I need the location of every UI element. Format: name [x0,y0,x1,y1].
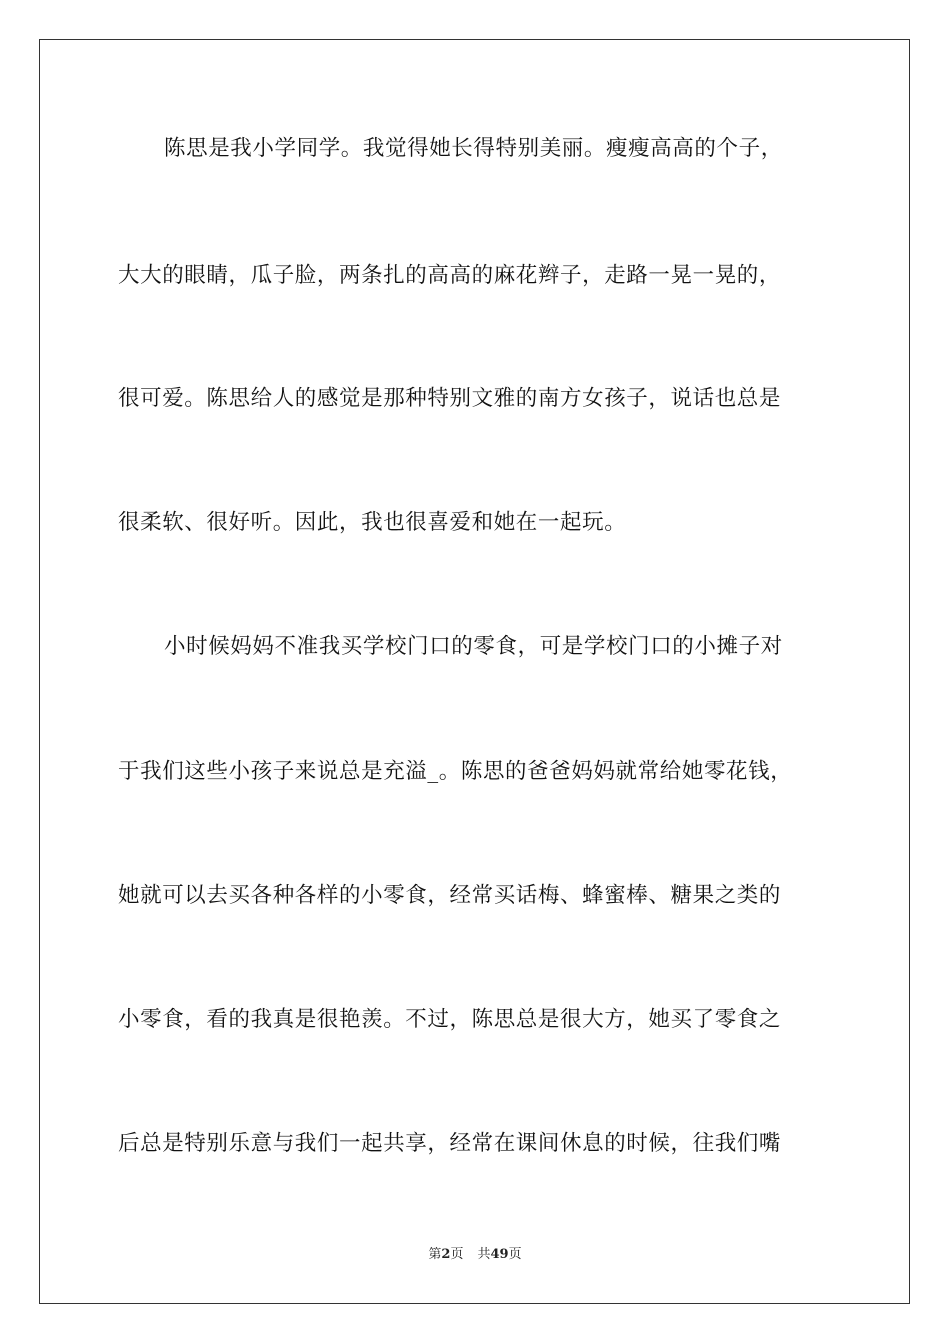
page-number: 2 [441,1247,451,1262]
total-label-prefix: 共 [477,1247,491,1262]
text-line: 很柔软、很好听。因此，我也很喜爱和她在一起玩。 [118,510,627,535]
total-label-suffix: 页 [508,1247,522,1262]
text-line: 小时候妈妈不准我买学校门口的零食，可是学校门口的小摊子对 [164,634,783,659]
page-label-prefix: 第 [428,1247,442,1262]
text-line: 后总是特别乐意与我们一起共享，经常在课间休息的时候，往我们嘴 [118,1131,782,1156]
text-line: 她就可以去买各种各样的小零食，经常买话梅、蜂蜜棒、糖果之类的 [118,883,782,908]
page-footer [0,1246,950,1264]
text-line: 很可爱。陈思给人的感觉是那种特别文雅的南方女孩子，说话也总是 [118,386,782,411]
total-pages: 49 [490,1247,509,1262]
page-border [39,39,910,1304]
page-label-suffix: 页 [450,1247,464,1262]
text-line: 大大的眼睛，瓜子脸，两条扎的高高的麻花辫子，走路一晃一晃的， [118,263,782,288]
text-line: 小零食，看的我真是很艳羡。不过，陈思总是很大方，她买了零食之 [118,1007,782,1032]
text-line: 于我们这些小孩子来说总是充溢_。陈思的爸爸妈妈就常给她零花钱， [118,759,793,784]
text-line: 陈思是我小学同学。我觉得她长得特别美丽。瘦瘦高高的个子， [164,136,783,161]
